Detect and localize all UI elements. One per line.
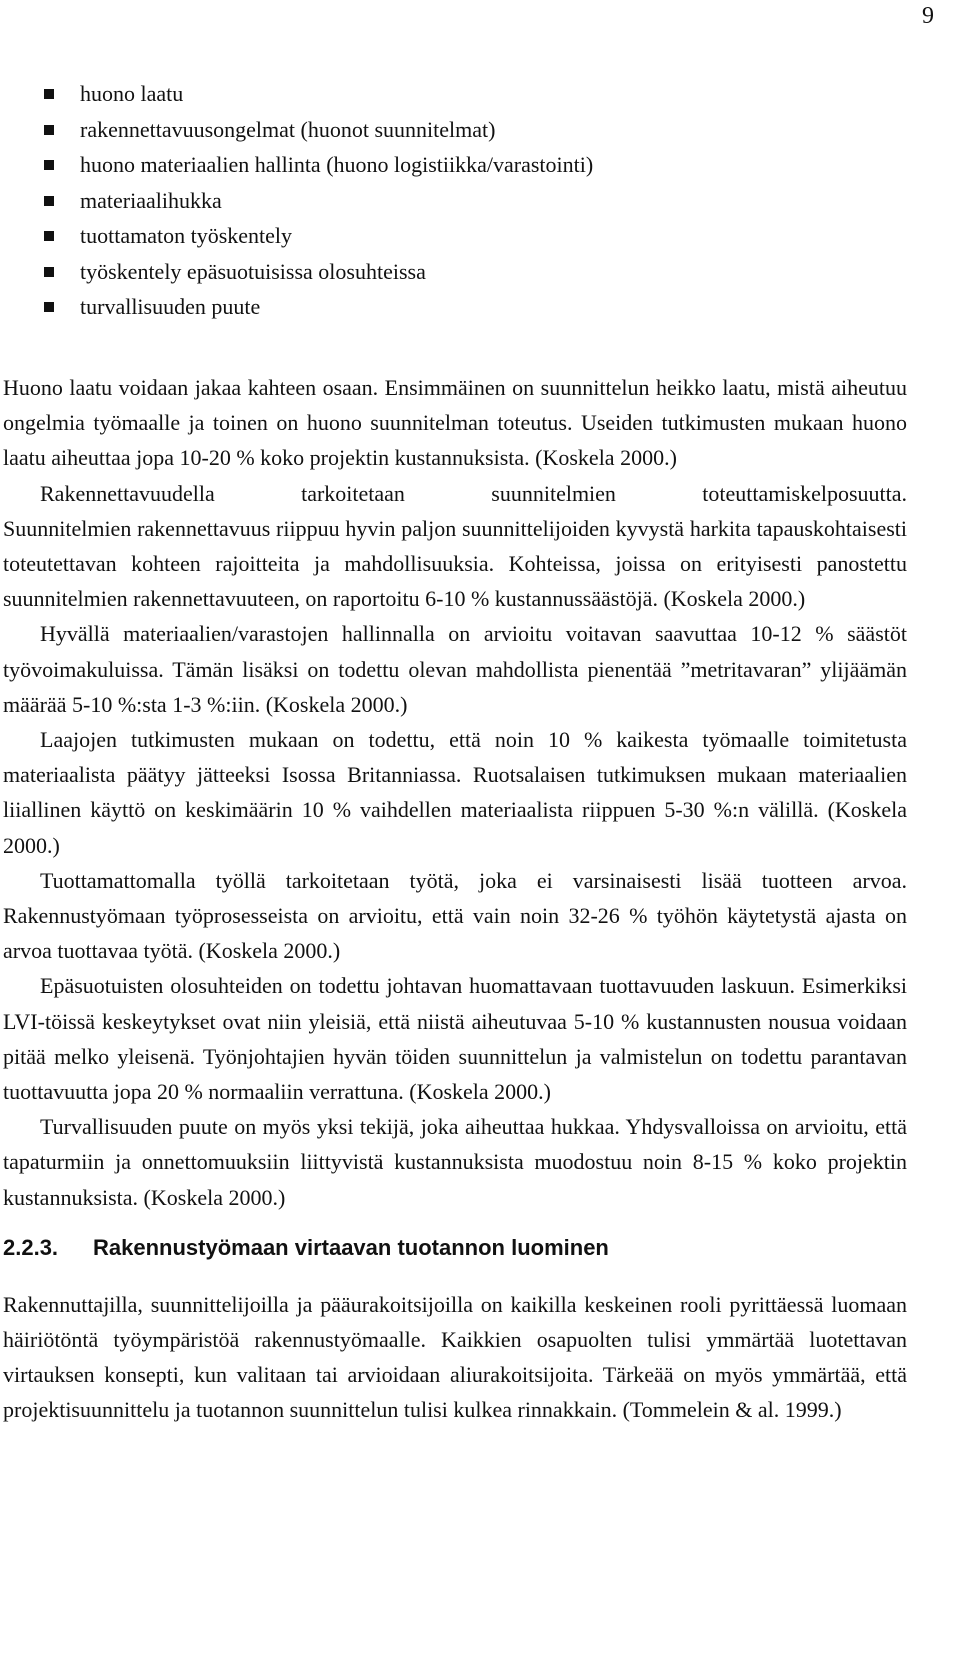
paragraph-turvallisuus: Turvallisuuden puute on myös yksi tekijä, joka aiheuttaa hukkaa. Yhdysvalloissa on arvioitu, että tapaturmiin ja onnettomuuksiin liittyvistä kustannuksista muodostuu noin 8-15 % koko projektin kustannuksista. (Koskela 2000.) xyxy=(3,1114,907,1210)
list-item xyxy=(44,218,924,254)
list-item xyxy=(44,289,924,325)
list-item-text: rakennettavuusongelmat (huonot suunnitelmat) xyxy=(80,116,496,142)
list-item xyxy=(44,183,924,219)
paragraph-materiaalihukka: Laajojen tutkimusten mukaan on todettu, että noin 10 % kaikesta työmaalle toimitetusta materiaalista päätyy jätteeksi Isossa Britanniassa. Ruotsalaisen tutkimuksen mukaan materiaalien liiallinen käyttö on keskimäärin 10 % vaihdellen materiaalista riippuen 5-30 %:n välillä. (Koskela 2000.) xyxy=(3,727,907,858)
square-bullet-icon xyxy=(44,160,54,170)
square-bullet-icon xyxy=(44,89,54,99)
list-item-text: materiaalihukka xyxy=(80,187,222,213)
list-item xyxy=(44,254,924,290)
paragraph-rakennettavuus-intro: Rakennettavuudella tarkoitetaan suunnitelmien toteuttamiskelposuutta. xyxy=(40,480,907,506)
paragraph-tuottamaton-tyo: Tuottamattomalla työllä tarkoitetaan työtä, joka ei varsinaisesti lisää tuotteen arvoa. Rakennustyömaan työprosesseista on arvioitu, että vain noin 32-26 % työhön käytetystä ajasta on arvoa tuottavaa työtä. (Koskela 2000.) xyxy=(3,867,907,964)
bullet-list xyxy=(44,76,924,325)
list-item xyxy=(44,147,924,183)
paragraph-huono-laatu: Huono laatu voidaan jakaa kahteen osaan. Ensimmäinen on suunnittelun heikko laatu, mistä aiheutuu ongelmia työmaalle ja toinen on huono suunnitelman toteutus. Useiden tutkimusten mukaan huono laatu aiheuttaa jopa 10-20 % koko projektin kustannuksista. (Koskela 2000.) xyxy=(3,375,907,471)
list-item-text: huono materiaalien hallinta (huono logistiikka/varastointi) xyxy=(80,152,594,177)
square-bullet-icon xyxy=(44,302,54,312)
list-item-text: huono laatu xyxy=(80,81,184,106)
list-item-text: tuottamaton työskentely xyxy=(80,223,293,248)
list-item-text: työskentely epäsuotuisissa olosuhteissa xyxy=(80,258,426,284)
body-text xyxy=(3,370,907,1428)
list-item-text: turvallisuuden puute xyxy=(80,294,261,319)
paragraph-virtaava-tuotanto: Rakennuttajilla, suunnittelijoilla ja pääurakoitsijoilla on kaikilla keskeinen rooli pyrittäessä luomaan häiriötöntä työympäristöä rakennustyömaalle. Kaikkien osapuolten tulisi ymmärtää luotettavan virtauksen konsepti, kun valitaan tai arvioidaan aliurakoitsijoita. Tärkeää on myös ymmärtää, että projektisuunnittelu ja tuotannon suunnittelun tulisi kulkea rinnakkain. (Tommelein & al. 1999.) xyxy=(3,1291,907,1423)
section-number: 2.2.3. xyxy=(3,1234,59,1260)
list-item xyxy=(44,76,924,112)
square-bullet-icon xyxy=(44,196,54,206)
paragraph-materiaalien-hallinta: Hyvällä materiaalien/varastojen hallinnalla on arvioitu voitavan saavuttaa 10-12 % säästöt työvoimakuluissa. Tämän lisäksi on todettu olevan mahdollista pienentää ”metritavaran” ylijäämän määrää 5-10 %:sta 1-3 %:iin. (Koskela 2000.) xyxy=(3,621,907,717)
list-item xyxy=(44,112,924,148)
page-number: 9 xyxy=(922,3,934,29)
paragraph-rakennettavuus: Suunnitelmien rakennettavuus riippuu hyvin paljon suunnittelijoiden kyvystä harkita tapauskohtaisesti toteutettavan kohteen rajoitteita ja mahdollisuuksia. Kohteissa, joissa on erityisesti panostettu suunnitelmien rakennettavuuteen, on raportoitu 6-10 % kustannussäästöjä. (Koskela 2000.) xyxy=(3,515,907,612)
square-bullet-icon xyxy=(44,125,54,135)
square-bullet-icon xyxy=(44,231,54,241)
square-bullet-icon xyxy=(44,267,54,277)
section-heading xyxy=(3,1233,907,1263)
section-title: Rakennustyömaan virtaavan tuotannon luominen xyxy=(93,1234,609,1260)
paragraph-olosuhteet: Epäsuotuisten olosuhteiden on todettu johtavan huomattavaan tuottavuuden laskuun. Esimerkiksi LVI-töissä keskeytykset ovat niin yleisiä, että niistä aiheutuvaa 5-10 % kustannusten nousua voidaan pitää melko yleisenä. Työnjohtajien hyvän töiden suunnittelun ja valmistelun on todettu parantavan tuottavuutta jopa 20 % normaaliin verrattuna. (Koskela 2000.) xyxy=(3,973,907,1105)
